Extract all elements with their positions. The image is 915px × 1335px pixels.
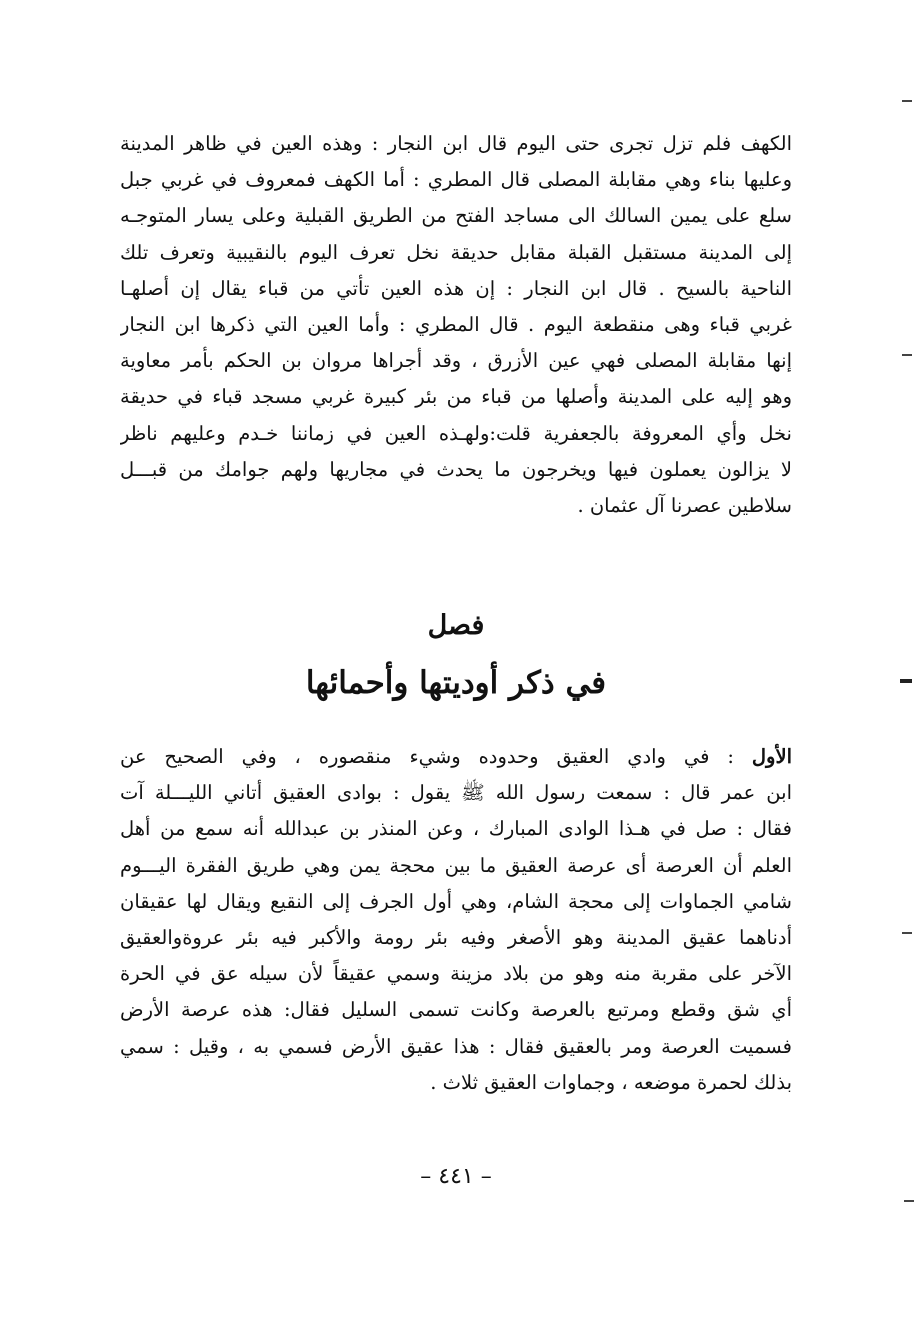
text-line: لا يزالون يعملون فيها ويخرجون ما يحدث في مجاريها ولهم جوامك من قبـــل (120, 457, 792, 481)
lead-word: الأول (751, 745, 792, 768)
text-line: أي شق وقطع ومرتبع بالعرصة وكانت تسمى السليل فقال: هذه عرصة الأرض (120, 998, 792, 1022)
text-line: غربي قباء وهى منقطعة اليوم . قال المطري : وأما العين التي ذكرها ابن النجار (120, 312, 792, 336)
text-line: ابن عمر قال : سمعت رسول الله ﷺ يقول : بوادى العقيق أتاني الليـــلة آت (120, 781, 792, 805)
text-line: إنها مقابلة المصلى فهي عين الأزرق ، وقد أجراها مروان بن الحكم بأمر معاوية (120, 349, 792, 373)
margin-mark (902, 98, 912, 104)
text-line: نخل وأي المعروفة بالجعفرية قلت:ولهـذه العين في زماننا خـدم وعليهم ناظر (120, 421, 792, 445)
text-line: الكهف فلم تزل تجرى حتى اليوم قال ابن النجار : وهذه العين في ظاهر المدينة (120, 132, 792, 155)
text-line: إلى المدينة مستقبل القبلة مقابل حديقة نخل تعرف اليوم بالنقيبية وتعرف تلك (120, 240, 792, 264)
text-line: فقال : صل في هـذا الوادى المبارك ، وعن المنذر بن عبدالله أنه سمع من أهل (120, 817, 792, 841)
margin-mark (904, 1198, 914, 1204)
text-line: العلم أن العرصة أى عرصة العقيق ما بين محجة يمن وهي طريق الفقرة اليـــوم (120, 853, 792, 877)
bottom-paragraph (120, 739, 792, 1101)
margin-mark (902, 930, 912, 936)
text-line: أدناهما عقيق المدينة وهو الأصغر وفيه بئر رومة والأكبر فيه بئر عروةوالعقيق (120, 925, 792, 949)
text-line: وهو إليه على المدينة وأصلها من قباء من بئر كبيرة غربي مسجد قباء في حديقة (120, 385, 792, 409)
section-title: في ذكر أوديتها وأحمائها (305, 665, 607, 701)
text-line-first (120, 739, 792, 775)
text-line: شامي الجماوات إلى محجة الشام، وهي أول الجرف إلى النقيع ويقال لها عقيقان (120, 889, 792, 913)
first-line-rest: : في وادي العقيق وحدوده وشيء منقصوره ، وفي الصحيح عن (120, 745, 734, 768)
section-label: فصل (427, 610, 485, 641)
text-line: سلاطين عصرنا آل عثمان . (577, 493, 792, 517)
text-line: سلع على يمين السالك الى مساجد الفتح من الطريق القبلية وعلى يسار المتوجـه (120, 204, 792, 228)
text-line: الناحية بالسيح . قال ابن النجار : إن هذه العين تأتي من قباء يقال إن أصلهـا (120, 276, 792, 300)
text-line: الآخر على مقربة منه وهو من بلاد مزينة وسمي عقيقاً لأن سيله عق في الحرة (120, 962, 792, 986)
text-line: فسميت العرصة ومر بالعقيق فقال : هذا عقيق الأرض فسمي به ، وقيل : سمي (120, 1034, 792, 1058)
text-line: بذلك لحمرة موضعه ، وجماوات العقيق ثلاث . (430, 1070, 792, 1094)
page-number: – ٤٤١ – (420, 1164, 492, 1189)
margin-mark (900, 676, 912, 686)
text-line: وعليها بناء وهي مقابلة المصلى قال المطري : أما الكهف فمعروف في غربي جبل (120, 168, 792, 192)
margin-mark (902, 352, 912, 358)
top-paragraph (120, 126, 792, 524)
